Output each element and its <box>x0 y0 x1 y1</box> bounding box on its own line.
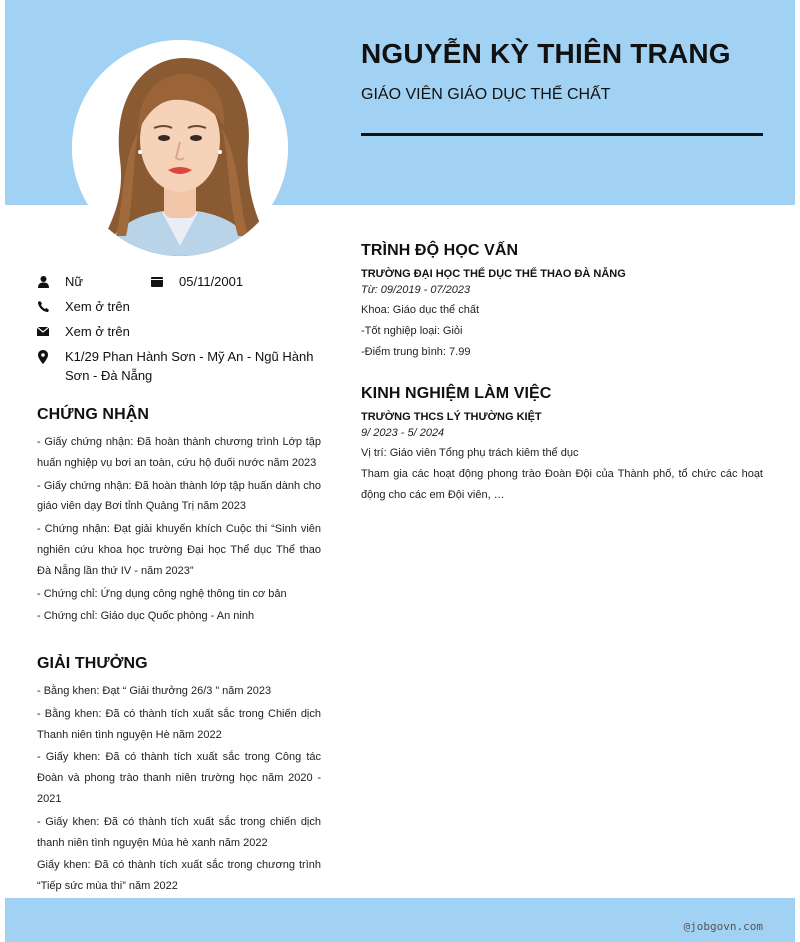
list-item: Tham gia các hoạt động phong trào Đoàn Đội của Thành phố, tổ chức các hoạt động cho các em Đội viên, … <box>361 467 763 501</box>
email-row <box>37 322 327 341</box>
list-item: - Giấy khen: Đã có thành tích xuất sắc trong chiến dịch thanh niên tình nguyện Mùa hè xanh năm 2022 <box>37 815 321 849</box>
cv-page <box>5 0 795 942</box>
list-item: - Chứng nhận: Đạt giải khuyến khích Cuộc thi “Sinh viên nghiên cứu khoa học trường Đại học Thể dục Thể thao Đà Nẵng lần thứ IV - năm 2023” <box>37 523 321 577</box>
address-value: K1/29 Phan Hành Sơn - Mỹ An - Ngũ Hành Sơn - Đà Nẵng <box>65 349 314 383</box>
company-name: TRƯỜNG THCS LÝ THƯỜNG KIỆT <box>361 411 542 423</box>
list-item: - Giấy chứng nhận: Đã hoàn thành lớp tập huấn dành cho giáo viên dạy Bơi tỉnh Quảng Trị năm 2023 <box>37 479 321 513</box>
list-item: Vị trí: Giáo viên Tổng phụ trách kiêm thể dục <box>361 447 579 459</box>
experience-title: KINH NGHIỆM LÀM VIỆC <box>361 385 552 402</box>
list-item: - Giấy khen: Đã có thành tích xuất sắc trong Công tác Đoàn và phong trào thanh niên trường học năm 2020 - 2021 <box>37 751 321 805</box>
personal-info <box>37 272 327 391</box>
education-title: TRÌNH ĐỘ HỌC VẤN <box>361 242 519 259</box>
list-item: -Điểm trung bình: 7.99 <box>361 345 471 358</box>
education-section <box>361 242 763 362</box>
email-icon <box>37 322 49 341</box>
list-item: Giấy khen: Đã có thành tích xuất sắc trong chương trình “Tiếp sức mùa thi” năm 2022 <box>37 859 321 893</box>
address-row <box>37 347 327 385</box>
candidate-name: NGUYỄN KỲ THIÊN TRANG <box>361 38 731 69</box>
user-icon <box>37 272 49 291</box>
list-item: -Tốt nghiệp loại: Giỏi <box>361 324 463 337</box>
school-name: TRƯỜNG ĐẠI HỌC THỂ DỤC THỂ THAO ĐÀ NẴNG <box>361 268 626 280</box>
footer-band <box>5 898 795 942</box>
experience-details <box>361 443 763 505</box>
profile-photo <box>72 40 288 256</box>
list-item: - Chứng chỉ: Ứng dụng công nghệ thông tin cơ bản <box>37 587 287 600</box>
awards-title: GIẢI THƯỞNG <box>37 655 148 672</box>
calendar-icon <box>151 272 163 291</box>
experience-period: 9/ 2023 - 5/ 2024 <box>361 427 445 439</box>
list-item: - Giấy chứng nhận: Đã hoàn thành chương trình Lớp tập huấn nghiệp vụ bơi an toàn, cứu hộ đuối nước năm 2023 <box>37 436 321 469</box>
education-details <box>361 300 763 362</box>
list-item: Khoa: Giáo dục thể chất <box>361 304 480 316</box>
phone-value: Xem ở trên <box>65 299 130 314</box>
email-value: Xem ở trên <box>65 324 130 339</box>
list-item: - Bằng khen: Đạt “ Giải thưởng 26/3 ” năm 2023 <box>37 685 272 697</box>
experience-section <box>361 385 763 505</box>
job-title: GIÁO VIÊN GIÁO DỤC THỂ CHẤT <box>361 86 611 103</box>
gender-dob-row <box>37 272 327 291</box>
phone-icon <box>37 297 49 316</box>
gender-value: Nữ <box>65 274 84 289</box>
list-item: - Chứng chỉ: Giáo dục Quốc phòng - An ninh <box>37 610 255 623</box>
phone-row <box>37 297 327 316</box>
certificates-section <box>37 406 321 629</box>
education-period: Từ: 09/2019 - 07/2023 <box>361 284 471 296</box>
footer-watermark: @jobgovn.com <box>683 920 763 933</box>
location-icon <box>37 347 49 366</box>
certificates-list <box>37 432 321 627</box>
awards-section <box>37 655 321 899</box>
awards-list <box>37 681 321 897</box>
certificates-title: CHỨNG NHẬN <box>37 406 150 423</box>
title-divider <box>361 133 763 136</box>
list-item: - Bằng khen: Đã có thành tích xuất sắc trong Chiến dịch Thanh niên tình nguyện Hè năm 2022 <box>37 707 321 741</box>
dob-value: 05/11/2001 <box>179 274 244 289</box>
